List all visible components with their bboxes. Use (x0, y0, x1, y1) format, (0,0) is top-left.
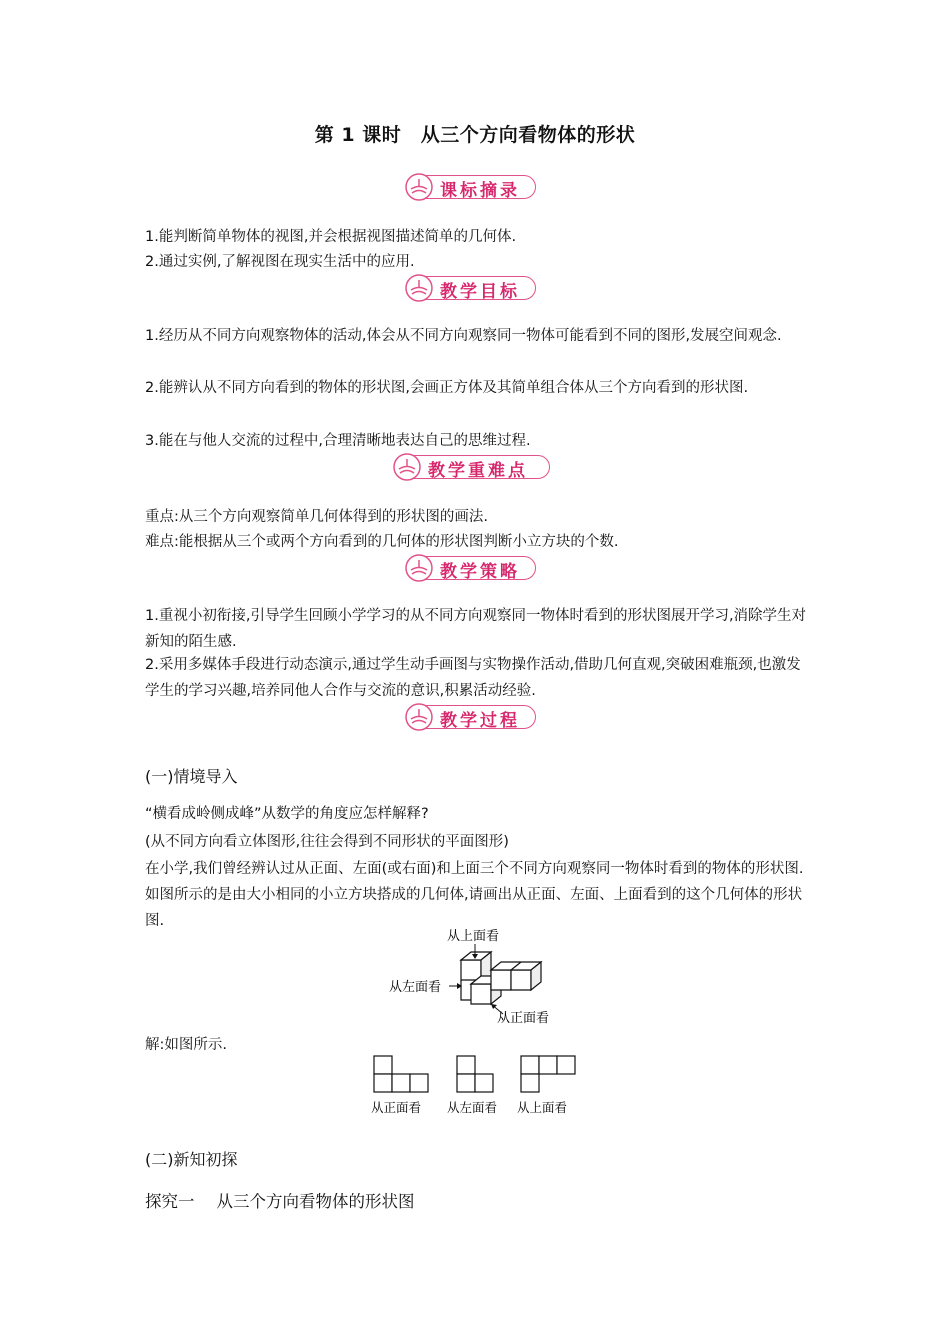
solution-text: 解:如图所示. (145, 1037, 227, 1053)
strategy-item-2: 2.采用多媒体手段进行动态演示,通过学生动手画图与实物操作活动,借助几何直观,突破困难瓶颈,也激发学生的学习兴趣,培养同他人合作与交流的意识,积累活动经验. (145, 657, 801, 699)
three-views-figure (365, 1050, 585, 1120)
view-top-label: 从上面看 (517, 1100, 568, 1115)
key-point-focus: 重点:从三个方向观察简单几何体得到的形状图的画法. (145, 509, 488, 525)
banner-standards (404, 172, 538, 202)
explore-heading (145, 1188, 415, 1212)
book-swirl-icon (404, 273, 436, 303)
page-title: 第 1 课时 从三个方向看物体的形状 (314, 124, 636, 146)
objective-item-3: 3.能在与他人交流的过程中,合理清晰地表达自己的思维过程. (145, 433, 531, 449)
banner-label: 教学过程 (440, 711, 520, 731)
cube-solid (461, 952, 541, 1004)
view-front (374, 1056, 428, 1092)
standards-item-2: 2.通过实例,了解视图在现实生活中的应用. (145, 254, 415, 270)
strategy-item-1: 1.重视小初衔接,引导学生回顾小学学习的从不同方向观察同一物体时看到的形状图展开学习,消除学生对新知的陌生感. (145, 608, 807, 650)
banner-process (404, 702, 538, 732)
explore-label: 探究一 (145, 1192, 195, 1211)
book-swirl-icon (392, 452, 424, 482)
banner-key-points (392, 452, 552, 482)
banner-label: 教学策略 (440, 562, 520, 582)
section-heading-new: (二)新知初探 (145, 1150, 238, 1169)
label-from-left: 从左面看 (389, 980, 442, 995)
section-heading-intro: (一)情境导入 (145, 767, 238, 786)
intro-answer: (从不同方向看立体图形,往往会得到不同形状的平面图形) (145, 834, 509, 850)
cube-figure (385, 922, 575, 1030)
book-swirl-icon (404, 702, 436, 732)
standards-item-1: 1.能判断简单物体的视图,并会根据视图描述简单的几何体. (145, 229, 517, 245)
key-point-difficulty: 难点:能根据从三个或两个方向看到的几何体的形状图判断小立方块的个数. (145, 534, 619, 550)
banner-label: 教学目标 (440, 282, 520, 302)
banner-strategy (404, 553, 538, 583)
view-front-label: 从正面看 (371, 1100, 422, 1115)
objective-item-2: 2.能辨认从不同方向看到的物体的形状图,会画正方体及其简单组合体从三个方向看到的形状图. (145, 380, 749, 396)
intro-task: 在小学,我们曾经辨认过从正面、左面(或右面)和上面三个不同方向观察同一物体时看到的物体的形状图.如图所示的是由大小相同的小立方块搭成的几何体,请画出从正面、左面、上面看到的这个几何体的形状图. (145, 861, 804, 929)
book-swirl-icon (404, 172, 436, 202)
view-left (457, 1056, 493, 1092)
explore-title: 从三个方向看物体的形状图 (216, 1192, 415, 1211)
banner-label: 课标摘录 (440, 181, 520, 201)
view-top (521, 1056, 575, 1092)
banner-label: 教学重难点 (428, 461, 528, 481)
objective-item-1: 1.经历从不同方向观察物体的活动,体会从不同方向观察同一物体可能看到不同的图形,发展空间观念. (145, 328, 782, 344)
banner-objectives (404, 273, 538, 303)
label-from-front: 从正面看 (497, 1011, 550, 1026)
intro-question: “横看成岭侧成峰”从数学的角度应怎样解释? (145, 806, 429, 822)
view-left-label: 从左面看 (447, 1100, 498, 1115)
label-from-top: 从上面看 (447, 929, 500, 944)
book-swirl-icon (404, 553, 436, 583)
